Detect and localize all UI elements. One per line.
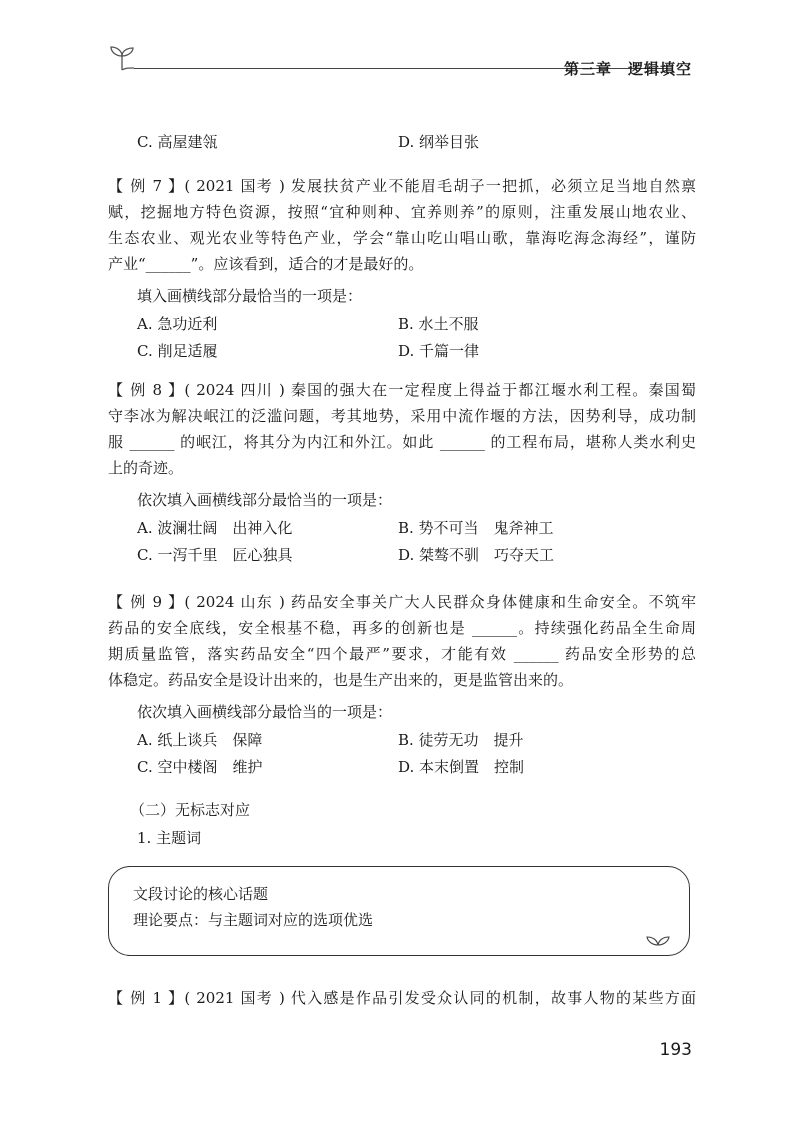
example-9-option-c: C. 空中楼阁 维护 xyxy=(137,758,263,776)
example-8-option-d: D. 桀骜不驯 巧夺天工 xyxy=(398,546,555,564)
example-9-question: 依次填入画横线部分最恰当的一项是： xyxy=(137,703,393,721)
example-7-line-2: 赋，挖掘地方特色资源，按照“宜种则种、宜养则养”的原则，注重发展山地农业、 xyxy=(108,203,696,221)
example-9-option-b: B. 徒劳无功 提升 xyxy=(398,731,524,749)
example-7-line-1: 【 例 7 】( 2021 国考 ) 发展扶贫产业不能眉毛胡子一把抓，必须立足当地自然禀 xyxy=(108,177,696,195)
key-point-line-1: 文段讨论的核心话题 xyxy=(133,885,269,903)
option-c-previous: C. 高屋建瓴 xyxy=(137,133,218,151)
page-number: 193 xyxy=(659,1040,692,1060)
example-9-line-3: 期质量监管，落实药品安全“四个最严”要求，才能有效 ______ 药品安全形势的总 xyxy=(108,645,696,663)
option-d-previous: D. 纲举目张 xyxy=(398,133,480,151)
example-8-option-a: A. 波澜壮阔 出神入化 xyxy=(137,519,293,537)
example-8-question: 依次填入画横线部分最恰当的一项是： xyxy=(137,491,393,509)
chapter-title: 第三章 逻辑填空 xyxy=(563,60,692,78)
example-8-line-2: 守李冰为解决岷江的泛滥问题，考其地势，采用中流作堰的方法，因势利导，成功制 xyxy=(108,407,696,425)
example-7-option-d: D. 千篇一律 xyxy=(398,342,480,360)
leaf-icon xyxy=(645,933,671,947)
example-8-option-b: B. 势不可当 鬼斧神工 xyxy=(398,519,554,537)
example-7-question: 填入画横线部分最恰当的一项是： xyxy=(137,287,363,305)
key-point-line-2: 理论要点：与主题词对应的选项优选 xyxy=(133,911,374,929)
example-9-option-a: A. 纸上谈兵 保障 xyxy=(137,731,263,749)
example-9-line-1: 【 例 9 】( 2024 山东 ) 药品安全事关广大人民群众身体健康和生命安全。不筑牢 xyxy=(108,593,696,611)
subsection-heading: 1. 主题词 xyxy=(137,829,202,847)
example-7-option-c: C. 削足适履 xyxy=(137,342,218,360)
example-8-option-c: C. 一泻千里 匠心独具 xyxy=(137,546,293,564)
key-point-box xyxy=(108,866,690,956)
example-7-line-3: 生态农业、观光农业等特色产业，学会“靠山吃山唱山歌，靠海吃海念海经”，谨防 xyxy=(108,229,696,247)
example-7-option-b: B. 水土不服 xyxy=(398,315,479,333)
example-9-line-4: 体稳定。药品安全是设计出来的，也是生产出来的，更是监管出来的。 xyxy=(108,671,574,689)
example-1-line-1: 【 例 1 】( 2021 国考 ) 代入感是作品引发受众认同的机制，故事人物的某些方面 xyxy=(108,989,696,1007)
example-9-line-2: 药品的安全底线，安全根基不稳，再多的创新也是 ______。持续强化药品全生命周 xyxy=(108,619,696,637)
example-8-line-4: 上的奇迹。 xyxy=(108,459,184,477)
example-7-line-4: 产业“______”。应该看到，适合的才是最好的。 xyxy=(108,255,424,273)
example-9-option-d: D. 本末倒置 控制 xyxy=(398,758,525,776)
example-8-line-3: 服 ______ 的岷江，将其分为内江和外江。如此 ______ 的工程布局，堪称人类水利史 xyxy=(108,433,696,451)
example-8-line-1: 【 例 8 】( 2024 四川 ) 秦国的强大在一定程度上得益于都江堰水利工程。秦国蜀 xyxy=(108,381,696,399)
sprout-icon xyxy=(108,44,138,74)
section-heading: （二）无标志对应 xyxy=(130,801,251,819)
example-7-option-a: A. 急功近利 xyxy=(137,315,218,333)
running-header xyxy=(108,44,696,76)
